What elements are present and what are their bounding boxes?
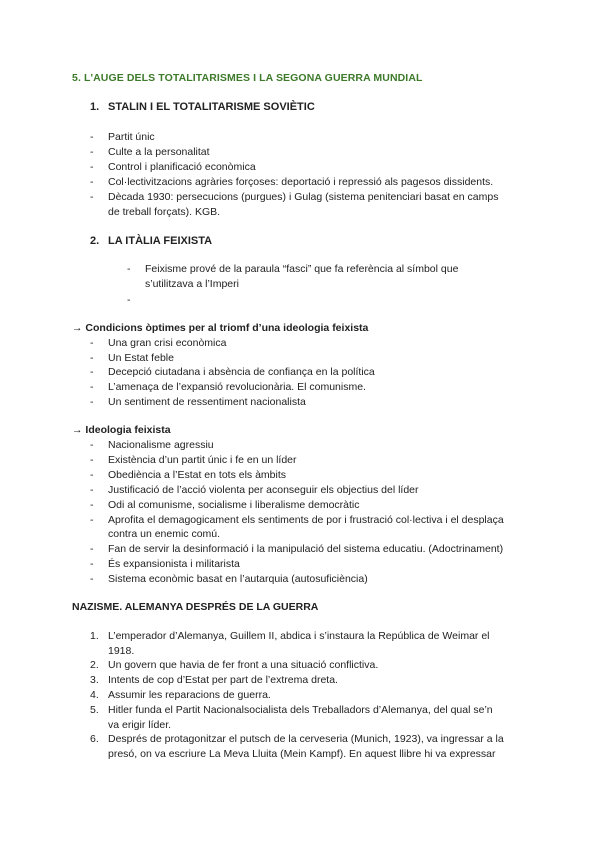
list-item: Dècada 1930: persecucions (purgues) i Gulag (sistema penitenciari basat en camps	[108, 191, 499, 203]
bullet-dash: -	[90, 484, 94, 496]
bullet-dash: -	[90, 131, 94, 143]
bullet-dash: -	[90, 146, 94, 158]
conditions-heading: → Condicions òptimes per al triomf d’una ideologia feixista	[72, 322, 369, 334]
section1-number: 1.	[90, 101, 100, 113]
numbered-item: Un govern que havia de fer front a una situació conflictiva.	[108, 659, 379, 671]
numbered-item: L’emperador d’Alemanya, Guillem II, abdica i s’instaura la República de Weimar el	[108, 630, 490, 642]
bullet-dash: -	[90, 396, 94, 408]
list-item: Control i planificació econòmica	[108, 161, 256, 173]
list-item: És expansionista i militarista	[108, 558, 240, 570]
list-number: 4.	[90, 689, 99, 701]
section1-title: STALIN I EL TOTALITARISME SOVIÈTIC	[108, 101, 315, 113]
bullet-dash: -	[90, 337, 94, 349]
numbered-item-continuation: presó, on va escriure La Meva Lluita (Mein Kampf). En aquest llibre hi va expressar	[108, 748, 496, 760]
numbered-item: Després de protagonitzar el putsch de la cerveseria (Munich, 1923), va ingressar a la	[108, 733, 504, 745]
bullet-dash: -	[90, 454, 94, 466]
list-item: Sistema econòmic basat en l’autarquia (autosuficiència)	[108, 573, 368, 585]
bullet-dash: -	[90, 352, 94, 364]
numbered-item-continuation: 1918.	[108, 645, 135, 657]
bullet-dash: -	[90, 469, 94, 481]
bullet-dash: -	[127, 263, 131, 275]
list-number: 5.	[90, 704, 99, 716]
list-item: Un sentiment de ressentiment nacionalista	[108, 396, 306, 408]
list-item: Culte a la personalitat	[108, 146, 210, 158]
list-item: Existència d’un partit únic i fe en un líder	[108, 454, 297, 466]
numbered-item: Assumir les reparacions de guerra.	[108, 689, 271, 701]
list-item: Nacionalisme agressiu	[108, 439, 214, 451]
list-item: Un Estat feble	[108, 352, 174, 364]
section2-title: LA ITÀLIA FEIXISTA	[108, 235, 213, 247]
bullet-dash: -	[90, 439, 94, 451]
list-item: Obediència a l’Estat en tots els àmbits	[108, 469, 287, 481]
list-item: L’amenaça de l’expansió revolucionària. El comunisme.	[108, 381, 366, 393]
numbered-item: Hitler funda el Partit Nacionalsocialista dels Treballadors d’Alemanya, del qual se’n	[108, 704, 493, 716]
list-item: Una gran crisi econòmica	[108, 337, 227, 349]
bullet-dash: -	[90, 381, 94, 393]
list-item: Justificació de l’acció violenta per aconseguir els objectius del líder	[108, 484, 419, 496]
section2-number: 2.	[90, 235, 100, 247]
list-number: 2.	[90, 659, 99, 671]
list-item-continuation: de treball forçats). KGB.	[108, 206, 221, 218]
numbered-item-continuation: va erigir líder.	[108, 719, 172, 731]
ideology-heading: → Ideologia feixista	[72, 424, 171, 436]
list-item-continuation: s’utilitzava a l’Imperi	[145, 278, 239, 290]
chapter-title: 5. L'AUGE DELS TOTALITARISMES I LA SEGONA GUERRA MUNDIAL	[72, 72, 423, 84]
bullet-dash: -	[90, 573, 94, 585]
list-item-continuation: contra un enemic comú.	[108, 528, 221, 540]
list-item: Feixisme prové de la paraula “fasci” que fa referència al símbol que	[145, 263, 459, 275]
list-item: Partit únic	[108, 131, 155, 143]
bullet-dash: -	[90, 191, 94, 203]
list-item: Odi al comunisme, socialisme i liberalisme democràtic	[108, 499, 360, 511]
list-item: Decepció ciutadana i absència de confiança en la política	[108, 366, 375, 378]
list-number: 1.	[90, 630, 99, 642]
bullet-dash: -	[90, 366, 94, 378]
list-number: 3.	[90, 674, 99, 686]
list-item: Fan de servir la desinformació i la manipulació del sistema educatiu. (Adoctrinament)	[108, 543, 504, 555]
nazism-heading: NAZISME. ALEMANYA DESPRÉS DE LA GUERRA	[72, 601, 319, 613]
bullet-dash: -	[90, 499, 94, 511]
bullet-dash: -	[90, 161, 94, 173]
numbered-item: Intents de cop d’Estat per part de l’extrema dreta.	[108, 674, 338, 686]
list-item: Col·lectivitzacions agràries forçoses: deportació i repressió als pagesos dissidents.	[108, 176, 494, 188]
bullet-dash: -	[90, 543, 94, 555]
list-item: Aprofita el demagogicament els sentiments de por i frustració col·lectiva i el desplaça	[108, 514, 504, 526]
bullet-dash: -	[90, 176, 94, 188]
bullet-dash: -	[90, 514, 94, 526]
list-number: 6.	[90, 733, 99, 745]
bullet-dash: -	[90, 558, 94, 570]
bullet-dash: -	[127, 294, 131, 306]
